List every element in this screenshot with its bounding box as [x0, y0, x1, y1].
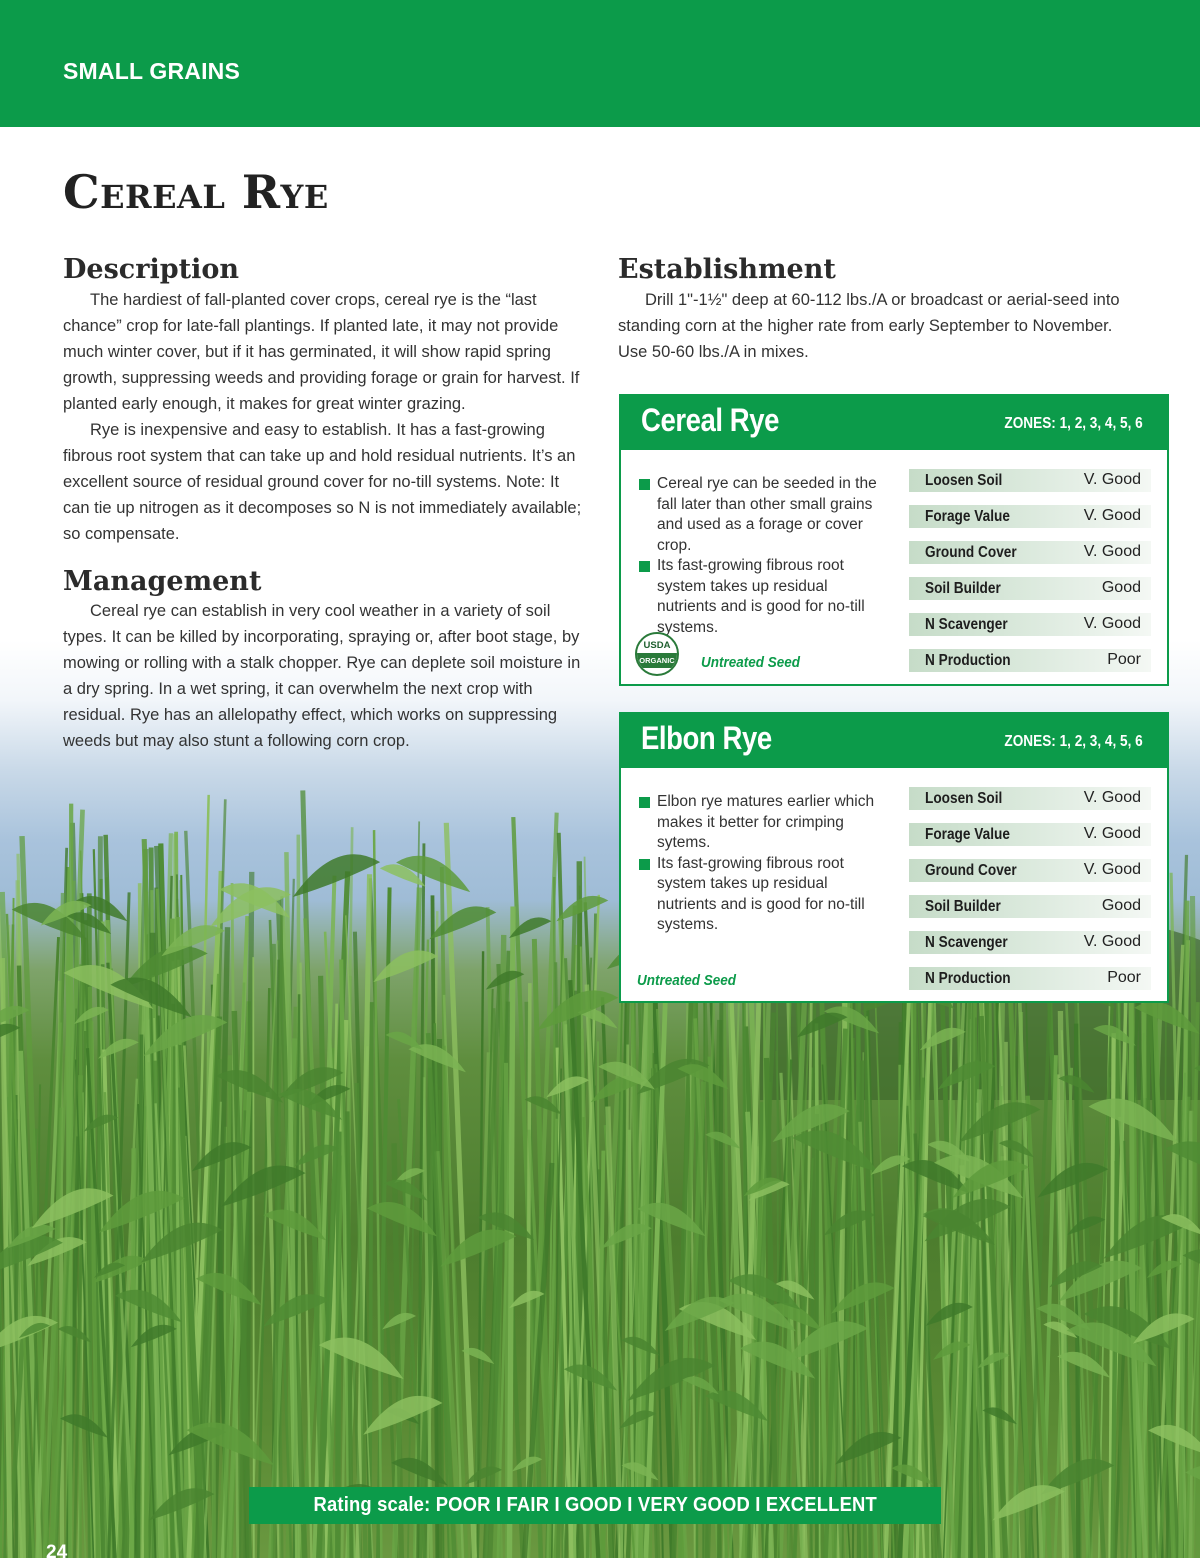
rating-value: V. Good: [1083, 825, 1141, 842]
rating-value: V. Good: [1083, 471, 1141, 488]
description-heading: Description: [63, 254, 239, 285]
rating-row: [909, 613, 1151, 636]
list-item: Elbon rye matures earlier which makes it better for crimping sytems.: [637, 792, 887, 854]
rating-row: [909, 895, 1151, 918]
establishment-text: [618, 287, 1128, 365]
rating-row: [909, 967, 1151, 990]
product-card-elbon-rye: [619, 712, 1169, 1003]
untreated-seed-note: Untreated Seed: [637, 972, 737, 989]
rating-value: V. Good: [1083, 507, 1141, 524]
rating-row: [909, 649, 1151, 672]
rating-scale-text: Rating scale: POOR I FAIR I GOOD I VERY GOOD I EXCELLENT: [313, 1494, 877, 1516]
card-zones: ZONES: 1, 2, 3, 4, 5, 6: [1004, 415, 1143, 432]
rating-row: [909, 577, 1151, 600]
description-text: [63, 287, 588, 547]
rating-row: [909, 787, 1151, 810]
rating-value: Good: [1101, 897, 1141, 914]
rating-label: Forage Value: [925, 826, 1010, 843]
rating-label: Ground Cover: [925, 862, 1017, 879]
rating-row: [909, 859, 1151, 882]
rating-scale-bar: [249, 1487, 941, 1524]
description-paragraph: The hardiest of fall-planted cover crops, cereal rye is the “last chance” crop for late-fall plantings. If planted late, it may not provide much winter cover, but if it has germinated, it will show rapid spring growth, suppressing weeds and providing forage or grain for harvest. If planted early enough, it makes for great winter grazing.: [63, 291, 580, 413]
untreated-seed-note: Untreated Seed: [701, 654, 801, 671]
rating-value: Poor: [1107, 651, 1141, 668]
management-text: [63, 598, 588, 754]
rating-value: Poor: [1107, 969, 1141, 986]
establishment-heading: Establishment: [618, 254, 836, 285]
product-card-cereal-rye: [619, 394, 1169, 686]
rating-value: Good: [1101, 579, 1141, 596]
rating-value: V. Good: [1083, 789, 1141, 806]
seal-bottom-text: ORGANIC: [637, 653, 677, 668]
card-title: Elbon Rye: [641, 720, 772, 756]
list-item: Its fast-growing fibrous root system takes up residual nutrients and is good for no-till systems.: [637, 556, 887, 638]
card-header: [621, 714, 1167, 768]
page-number: 24: [46, 1542, 68, 1558]
rating-row: [909, 469, 1151, 492]
rating-row: [909, 931, 1151, 954]
rating-value: V. Good: [1083, 861, 1141, 878]
rating-value: V. Good: [1083, 933, 1141, 950]
page-title: Cereal Rye: [63, 165, 329, 219]
header-band: [0, 0, 1200, 127]
rating-label: Ground Cover: [925, 544, 1017, 561]
management-paragraph: Cereal rye can establish in very cool weather in a variety of soil types. It can be killed by incorporating, spraying or, after boot stage, by mowing or rolling with a stalk chopper. Rye can deplete soil moisture in a dry spring. In a wet spring, it can overwhelm the next crop with residual. Rye has an allelopathy effect, which works on suppressing weeds but may also stunt a following corn crop.: [63, 602, 581, 750]
card-bullets: [637, 474, 887, 638]
rating-label: Soil Builder: [925, 580, 1001, 597]
usda-organic-seal-icon: [635, 632, 679, 676]
establishment-paragraph: Drill 1"-1½" deep at 60-112 lbs./A or broadcast or aerial-seed into standing corn at the higher rate from early September to November. Use 50-60 lbs./A in mixes.: [618, 291, 1120, 361]
rating-row: [909, 505, 1151, 528]
rating-label: N Scavenger: [925, 934, 1008, 951]
rating-label: N Production: [925, 652, 1011, 669]
rating-value: V. Good: [1083, 543, 1141, 560]
rating-label: Loosen Soil: [925, 472, 1003, 489]
rating-row: [909, 541, 1151, 564]
list-item: Cereal rye can be seeded in the fall later than other small grains and used as a forage or cover crop.: [637, 474, 887, 556]
card-title: Cereal Rye: [641, 402, 779, 438]
card-bullets: [637, 792, 887, 936]
rating-label: Loosen Soil: [925, 790, 1003, 807]
management-heading: Management: [63, 566, 262, 597]
rating-label: Forage Value: [925, 508, 1010, 525]
rating-row: [909, 823, 1151, 846]
rating-value: V. Good: [1083, 615, 1141, 632]
card-header: [621, 396, 1167, 450]
rating-label: N Production: [925, 970, 1011, 987]
card-zones: ZONES: 1, 2, 3, 4, 5, 6: [1004, 733, 1143, 750]
list-item: Its fast-growing fibrous root system takes up residual nutrients and is good for no-till systems.: [637, 854, 887, 936]
description-paragraph: Rye is inexpensive and easy to establish. It has a fast-growing fibrous root system that can take up and hold residual nutrients. It’s an excellent source of residual ground cover for no-till systems. Note: It can tie up nitrogen as it decomposes so N is not immediately available; so compensate.: [63, 421, 582, 543]
seal-top-text: USDA: [643, 640, 671, 651]
rating-label: Soil Builder: [925, 898, 1001, 915]
rating-label: N Scavenger: [925, 616, 1008, 633]
section-label: SMALL GRAINS: [63, 58, 241, 84]
